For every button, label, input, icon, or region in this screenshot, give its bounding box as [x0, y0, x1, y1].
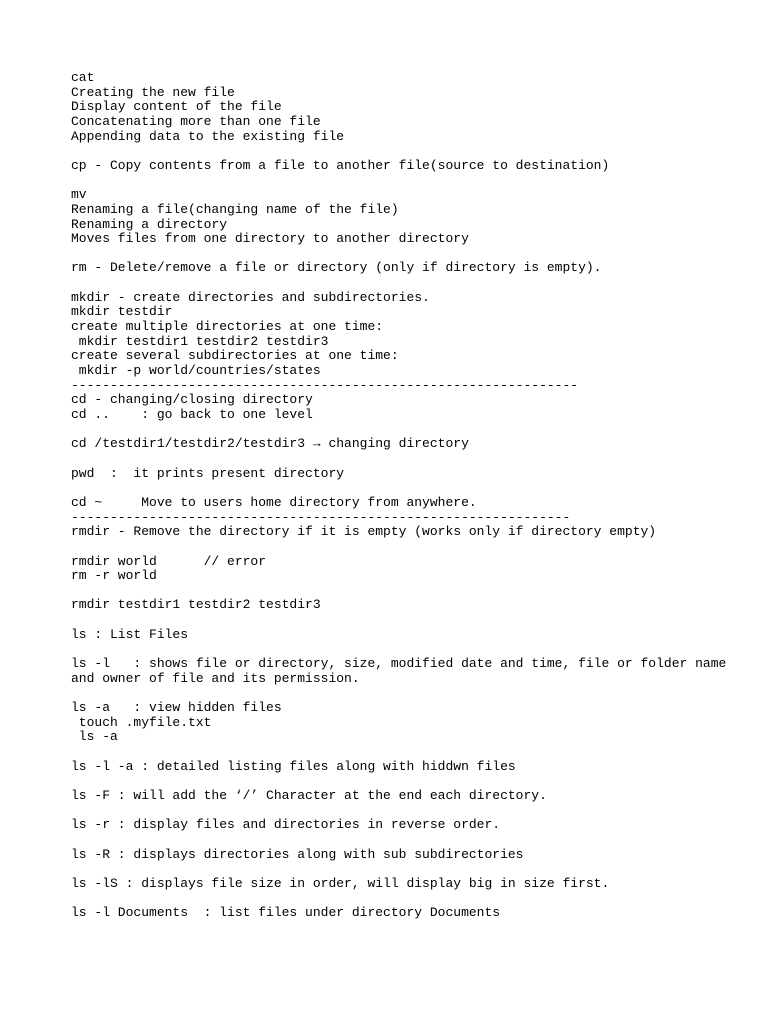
blank-line: [71, 804, 731, 819]
cat-item: Concatenating more than one file: [71, 113, 321, 129]
blank-line: [71, 144, 731, 159]
ls-classify-line: ls -F : will add the ‘/’ Character at the end each directory.: [71, 787, 547, 803]
rmdir-line: rmdir world // error: [71, 553, 267, 569]
blank-line: [71, 423, 731, 438]
ls-hidden-line: ls -a : view hidden files: [71, 700, 282, 716]
rmdir-line: rm -r world: [71, 568, 157, 584]
cd-path-line: cd /testdir1/testdir2/testdir3 → changing directory: [71, 436, 469, 452]
ls-recursive-line: ls -R : displays directories along with sub subdirectories: [71, 846, 524, 862]
ls-long-line: ls -l : shows file or directory, size, modified date and time, file or folder name and owner of file and its permission.: [71, 656, 735, 686]
mv-item: Renaming a directory: [71, 216, 228, 232]
rm-line: rm - Delete/remove a file or directory (only if directory is empty).: [71, 260, 602, 276]
cd-line: cd - changing/closing directory: [71, 392, 313, 408]
mkdir-line: create multiple directories at one time:: [71, 319, 384, 335]
cat-item: Creating the new file: [71, 84, 235, 100]
blank-line: [71, 452, 731, 467]
ls-reverse-line: ls -r : display files and directories in reverse order.: [71, 817, 501, 833]
cat-title: cat: [71, 70, 95, 85]
cd-home-line: cd ~ Move to users home directory from anywhere.: [71, 494, 477, 510]
rmdir-desc: rmdir - Remove the directory if it is empty (works only if directory empty): [71, 524, 657, 540]
separator: ----------------------------------------------------------------: [71, 509, 571, 525]
blank-line: [71, 774, 731, 789]
ls-size-line: ls -lS : displays file size in order, will display big in size first.: [71, 875, 610, 891]
mv-item: Moves files from one directory to another directory: [71, 231, 469, 247]
ls-documents-line: ls -l Documents : list files under directory Documents: [71, 905, 501, 921]
ls-hidden-line: touch .myfile.txt: [71, 714, 212, 730]
blank-line: [71, 642, 731, 657]
ls-list-line: ls : List Files: [71, 626, 189, 642]
cat-item: Appending data to the existing file: [71, 128, 345, 144]
mkdir-line: mkdir -p world/countries/states: [71, 363, 321, 379]
ls-long-all-line: ls -l -a : detailed listing files along with hiddwn files: [71, 758, 516, 774]
pwd-line: pwd : it prints present directory: [71, 465, 345, 481]
blank-line: [71, 481, 731, 496]
mkdir-line: mkdir testdir: [71, 304, 173, 320]
blank-line: [71, 745, 731, 760]
mkdir-line: mkdir - create directories and subdirectories.: [71, 289, 430, 305]
mv-item: Renaming a file(changing name of the file): [71, 201, 399, 217]
mkdir-line: create several subdirectories at one time:: [71, 348, 399, 364]
blank-line: [71, 686, 731, 701]
cat-item: Display content of the file: [71, 99, 282, 115]
separator: -----------------------------------------------------------------: [71, 377, 579, 393]
mv-title: mv: [71, 187, 87, 203]
mkdir-line: mkdir testdir1 testdir2 testdir3: [71, 333, 329, 349]
blank-line: [71, 540, 731, 555]
blank-line: [71, 584, 731, 599]
cd-line: cd .. : go back to one level: [71, 407, 313, 423]
blank-line: [71, 247, 731, 262]
blank-line: [71, 276, 731, 291]
blank-line: [71, 862, 731, 877]
blank-line: [71, 613, 731, 628]
ls-hidden-line: ls -a: [71, 729, 118, 745]
blank-line: [71, 891, 731, 906]
document-page: [71, 70, 735, 921]
blank-line: [71, 174, 731, 189]
rmdir-multi-line: rmdir testdir1 testdir2 testdir3: [71, 597, 321, 613]
cp-line: cp - Copy contents from a file to another file(source to destination): [71, 157, 610, 173]
blank-line: [71, 833, 731, 848]
